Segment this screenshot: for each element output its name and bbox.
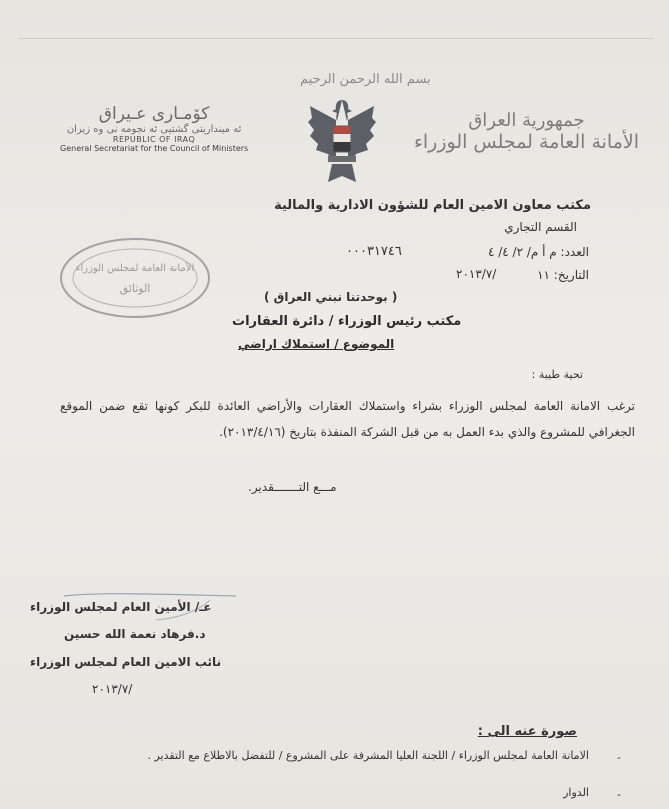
letterhead-left <box>60 104 248 153</box>
signatory-name: د.فرهاد نعمة الله حسين <box>64 627 206 641</box>
slogan: ( بوحدتنا نبني العراق ) <box>264 290 398 304</box>
copies-heading: صورة عنه الى : <box>477 724 577 739</box>
reference-number-value: ٠٠٠٣١٧٤٦ <box>346 244 402 259</box>
reference-number-label: العدد: م أ م/ ٢/ ٤/ ٤ <box>487 245 589 259</box>
subject-line: الموضوع / استملاك اراضي <box>238 337 395 351</box>
copy-recipient: الدوار <box>563 786 589 799</box>
copy-bullet: - <box>617 788 621 801</box>
recipient: مكتب رئيس الوزراء / دائرة العقارات <box>232 314 462 329</box>
copy-bullet: - <box>617 751 621 764</box>
general-secretariat-label: General Secretariat for the Council of Ministers <box>60 144 249 153</box>
issuing-office: مكتب معاون الامين العام للشؤون الادارية والمالية <box>274 198 591 213</box>
department: القسم التجاري <box>504 220 577 234</box>
signature-title: عـ/ الأمين العام لمجلس الوزراء <box>30 600 212 614</box>
stamp-bottom-text: الوثائق <box>119 282 151 295</box>
paper-fold-line <box>18 38 653 39</box>
closing-regards: مـــع التـــــــقدير. <box>248 480 337 494</box>
letterhead-right <box>414 110 639 153</box>
arabic-secretariat-title: الأمانة العامة لمجلس الوزراء <box>413 131 639 153</box>
date-label: التاريخ: ١١ <box>537 268 589 282</box>
signatory-position: نائب الامين العام لمجلس الوزراء <box>30 655 222 669</box>
signature-date: ٢٠١٣/٧/ <box>92 682 133 696</box>
stamp-top-text: الأمانة العامة لمجلس الوزراء <box>75 263 195 274</box>
kurdish-title: كۆمـاری عـیراق <box>98 104 210 124</box>
date-value: ٢٠١٣/٧/ <box>456 267 497 281</box>
official-stamp <box>58 236 213 320</box>
republic-label: REPUBLIC OF IRAQ <box>112 135 196 144</box>
kurdish-subtitle: ئه مینداریتی گشتیی ئه نجومه نی وه زیران <box>66 124 242 135</box>
greeting: تحية طيبة : <box>531 368 583 381</box>
basmala: بسم الله الرحمن الرحيم <box>300 72 431 87</box>
iraq-eagle-emblem-icon <box>306 96 378 188</box>
copy-recipient: الامانة العامة لمجلس الوزراء / اللجنة العليا المشرفة على المشروع / للتفضل بالاطلاع مع التقدير . <box>147 749 589 762</box>
arabic-republic-title: جمهورية العراق <box>468 110 585 131</box>
letter-body-paragraph: ترغب الامانة العامة لمجلس الوزراء بشراء واستملاك العقارات والأراضي العائدة للبكر كونها تقع ضمن الموقع الجغرافي للمشروع والذي بدء العمل به من قبل الشركة المنفذة بتاريخ (٢٠١٣/٤/١٦). <box>60 399 635 439</box>
